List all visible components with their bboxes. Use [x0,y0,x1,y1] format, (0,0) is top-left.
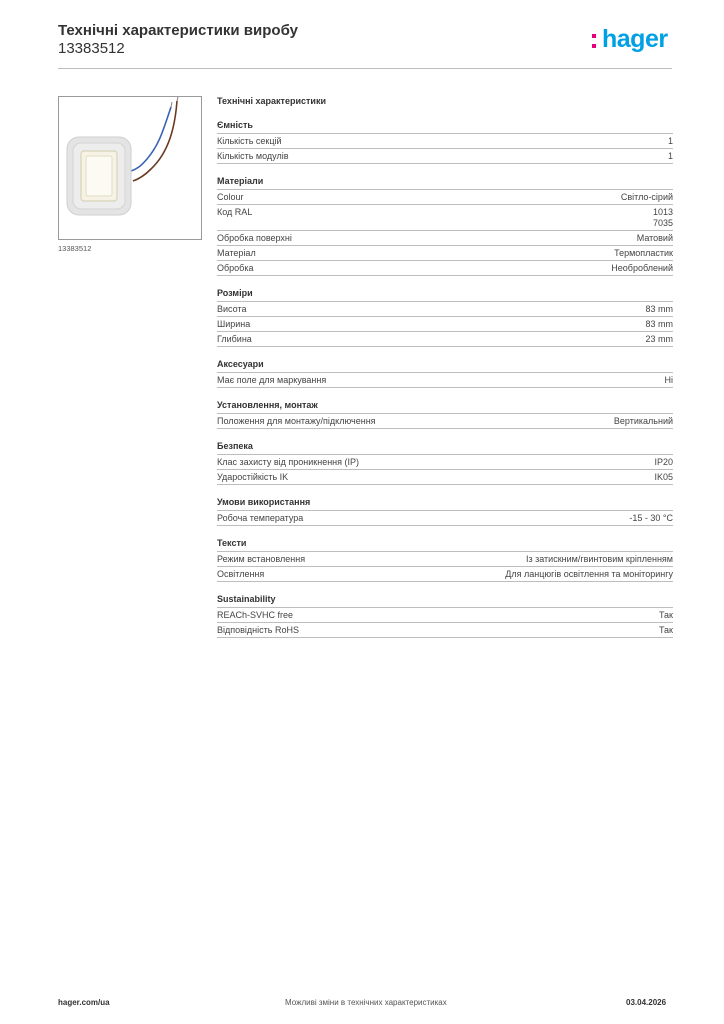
spec-row [217,134,673,149]
logo-text: hager [602,25,668,53]
spec-section [217,176,673,276]
spec-value: 1 [667,136,673,146]
section-title: Тексти [217,538,673,552]
spec-row [217,246,673,261]
spec-row [217,511,673,526]
footer-notice: Можливі зміни в технічних характеристиках [285,998,447,1007]
spec-value: 23 mm [645,334,673,344]
spec-value: Матовий [636,233,673,243]
spec-label: Обробка поверхні [217,233,292,243]
spec-row [217,552,673,567]
spec-value: -15 - 30 °C [629,513,673,523]
spec-value: Необроблений [611,263,673,273]
spec-label: REACh-SVHC free [217,610,294,620]
spec-label: Освітлення [217,569,265,579]
spec-value: 1013 7035 [652,207,673,228]
spec-section [217,497,673,526]
section-title: Умови використання [217,497,673,511]
section-title: Розміри [217,288,673,302]
spec-section [217,359,673,388]
spec-value: Вертикальний [613,416,673,426]
spec-value: Так [658,625,673,635]
spec-label: Кількість модулів [217,151,289,161]
spec-value: Термопластик [614,248,673,258]
spec-label: Код RAL [217,207,253,217]
spec-section [217,120,673,164]
spec-label: Ударостійкість IK [217,472,289,482]
spec-label: Робоча температура [217,513,304,523]
logo-colon-icon [592,34,597,50]
image-caption: 13383512 [58,244,92,253]
spec-row [217,608,673,623]
section-title: Sustainability [217,594,673,608]
specs-title: Технічні характеристики [217,96,326,106]
product-image [58,96,202,240]
spec-value: Для ланцюгів освітлення та моніторингу [505,569,673,579]
spec-row [217,470,673,485]
spec-row [217,317,673,332]
product-number: 13383512 [58,40,125,57]
page-title: Технічні характеристики виробу [58,22,298,39]
spec-row [217,414,673,429]
spec-label: Положення для монтажу/підключення [217,416,376,426]
spec-label: Глибина [217,334,252,344]
spec-label: Ширина [217,319,251,329]
spec-label: Має поле для маркування [217,375,327,385]
spec-row [217,455,673,470]
spec-row [217,302,673,317]
spec-value: 83 mm [645,319,673,329]
section-title: Безпека [217,441,673,455]
spec-section [217,288,673,347]
specs-table [217,96,673,650]
spec-row [217,332,673,347]
spec-section [217,594,673,638]
footer-website-link[interactable]: hager.com/ua [58,998,110,1007]
spec-row [217,190,673,205]
spec-value: Ні [664,375,673,385]
spec-label: Обробка [217,263,254,273]
section-title: Аксесуари [217,359,673,373]
section-title: Ємність [217,120,673,134]
spec-label: Кількість секцій [217,136,282,146]
spec-row [217,261,673,276]
spec-value: Із затискним/гвинтовим кріпленням [526,554,673,564]
spec-section [217,400,673,429]
spec-label: Матеріал [217,248,256,258]
spec-section [217,538,673,582]
spec-label: Відповідність RoHS [217,625,299,635]
product-photo-icon [59,97,201,239]
spec-value: 83 mm [645,304,673,314]
spec-row [217,623,673,638]
section-title: Установлення, монтаж [217,400,673,414]
spec-row [217,567,673,582]
spec-label: Клас захисту від проникнення (IP) [217,457,360,467]
spec-value: IP20 [654,457,673,467]
spec-row [217,205,673,231]
spec-label: Режим встановлення [217,554,306,564]
hager-logo [590,25,680,59]
spec-section [217,441,673,485]
spec-value: Так [658,610,673,620]
spec-row [217,149,673,164]
spec-value: 1 [667,151,673,161]
spec-value: Світло-сірий [620,192,673,202]
spec-row [217,231,673,246]
spec-value: IK05 [654,472,673,482]
header-divider [58,68,672,69]
spec-label: Висота [217,304,247,314]
specs-sections [217,120,673,638]
spec-row [217,373,673,388]
section-title: Матеріали [217,176,673,190]
footer-date: 03.04.2026 [626,998,667,1007]
spec-label: Colour [217,192,244,202]
